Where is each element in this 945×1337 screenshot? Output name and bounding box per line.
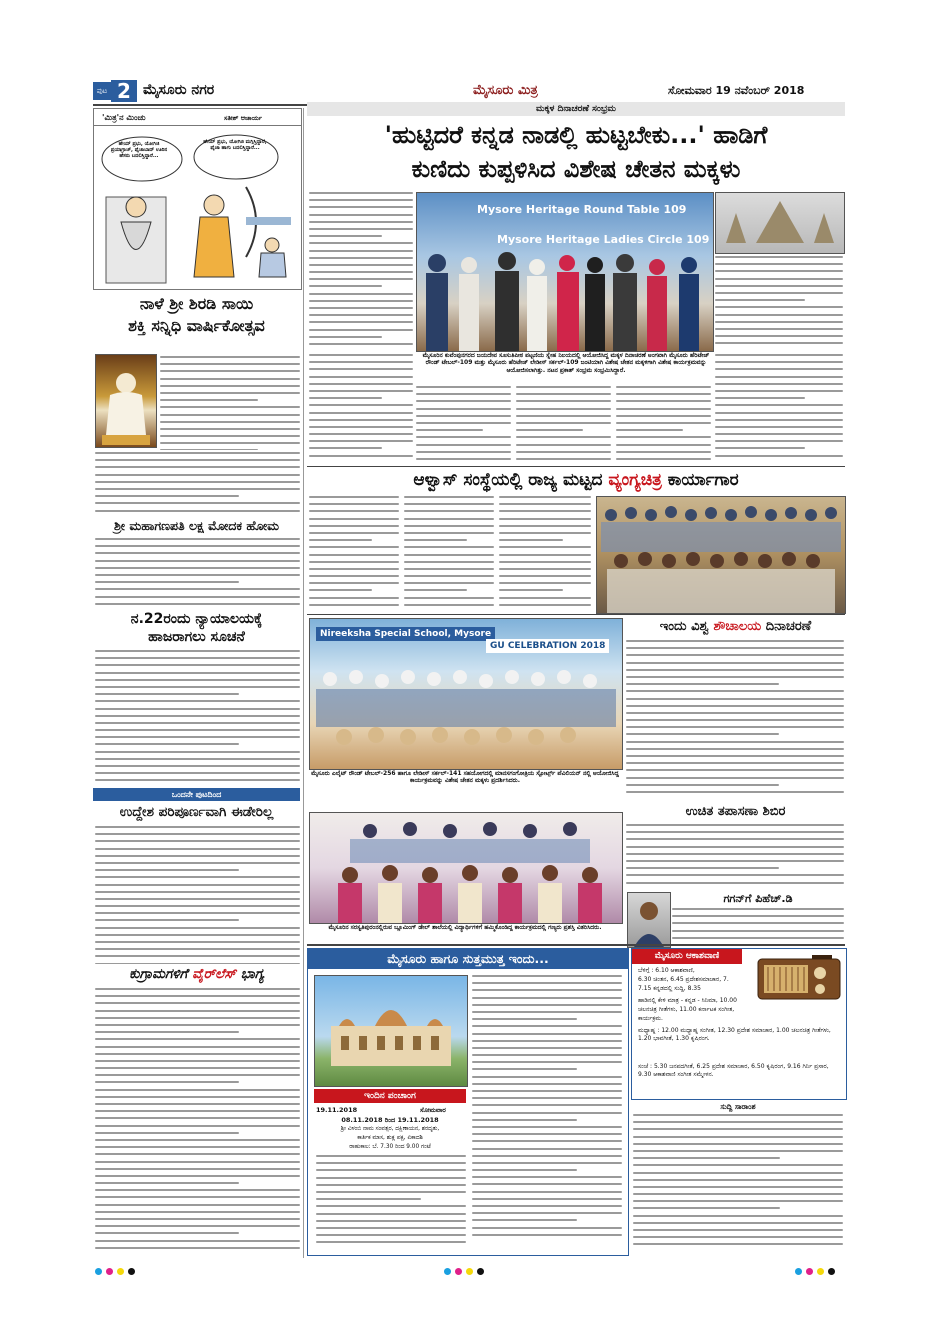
masthead bbox=[93, 80, 845, 102]
toilet-headline-b: ಶೌಚಾಲಯ bbox=[713, 619, 762, 634]
workshop-headline-c: ಕಾರ್ಯಾಗಾರ bbox=[661, 470, 739, 490]
school-banner-1: Nireeksha Special School, Mysore bbox=[316, 627, 495, 641]
people-group-icon bbox=[597, 497, 845, 613]
radio-box bbox=[631, 948, 847, 1100]
school-photo bbox=[309, 618, 623, 770]
awards-caption: ಮೈಸೂರಿನ ಸರಸ್ವತಿಪುರಂನಲ್ಲಿರುವ ಬ್ಲೂಮಿಂಗ್ ಡೇಲ್ ಶಾಲೆಯಲ್ಲಿ ವಿದ್ಯಾರ್ಥಿಗಳಿಗೆ ಹಮ್ಮಿಕೊಂಡಿದ್ದ ಕಾರ್ಯಕ್ರಮದಲ್ಲಿ ಗಣ್ಯರು ಪ್ರಶಸ್ತಿ ವಿತರಿಸಿದರು. bbox=[328, 924, 602, 931]
purpose-text bbox=[95, 826, 300, 964]
cartoon-bubble-1: ಹೇಯ್ ಪ್ರಭು, ಯೋಗಿಜಿ ಪ್ರಯಾಗ್ರಾಜ್, ಫೈಜಾಬಾದ್ ಊರಿನ ಹೆಸರು ಬದಲಿಸ್ತಿದ್ದಾರೆ... bbox=[110, 141, 168, 160]
panchanga-title: ಇಂದಿನ ಪಂಚಾಂಗ bbox=[314, 1089, 466, 1103]
column-bar: ಒಂದನೇ ಪುಟದಿಂದ bbox=[93, 788, 300, 801]
palace-icon bbox=[315, 976, 467, 1086]
phd-text bbox=[672, 908, 844, 948]
lead-text-bottom-3 bbox=[516, 386, 611, 464]
today-left-text bbox=[316, 1155, 466, 1251]
phd-portrait bbox=[627, 892, 671, 948]
cartoon-artist: ಸತೀಶ್ ಆಚಾರ್ಯ bbox=[224, 114, 263, 122]
registration-marks-center bbox=[444, 1268, 484, 1275]
registration-marks-right bbox=[795, 1268, 835, 1275]
workshop-photo bbox=[596, 496, 846, 614]
purpose-headline: ಉದ್ದೇಶ ಪರಿಪೂರ್ಣವಾಗಿ ಈಡೇರಿಲ್ಲ bbox=[119, 804, 274, 820]
village-headline-c: ಭಾಗ್ಯ bbox=[236, 966, 264, 982]
cartoon-box bbox=[93, 108, 302, 290]
lead-photo bbox=[416, 192, 714, 352]
ganapati-text bbox=[95, 538, 300, 606]
toilet-text bbox=[626, 640, 844, 800]
panchanga-line-2: ಕಾರ್ತಿಕ ಮಾಸ, ಶುಕ್ಲ ಪಕ್ಷ, ಏಕಾದಶಿ bbox=[357, 1135, 423, 1141]
school-caption: ಮೈಸೂರು ಎಲೈಟ್ ರೌಂಡ್ ಟೇಬಲ್-256 ಹಾಗೂ ಲೇಡೀಸ್ ಸರ್ಕಲ್-141 ಸಹಯೋಗದಲ್ಲಿ ಮಾನಸಗಂಗೋತ್ರಿಯ ಸ್ಪೋರ್ಟ್ಸ್ ಪೆವಿಲಿಯನ್ ನಲ್ಲಿ ಆಯೋಜಿಸಿದ್ದ ಕಾರ್ಯಕ್ರಮವನ್ನು ವಿಶೇಷ ಚೇತನ ಮಕ್ಕಳು ಪ್ರದರ್ಶಿಸಿದರು. bbox=[311, 770, 619, 785]
village-headline bbox=[93, 966, 300, 983]
side-notes bbox=[631, 1102, 845, 1254]
village-headline-a: ಕುಗ್ರಾಮಗಳಿಗೆ bbox=[129, 966, 193, 982]
workshop-text-3 bbox=[499, 496, 591, 610]
side-notes-title: ಸುದ್ದಿ ಸಾರಾಂಶ bbox=[720, 1102, 756, 1111]
today-title: ಮೈಸೂರು ಹಾಗೂ ಸುತ್ತಮುತ್ತ ಇಂದು... bbox=[308, 949, 628, 969]
kicker: ಮಕ್ಕಳ ದಿನಾಚರಣೆ ಸಂಭ್ರಮ bbox=[307, 102, 845, 116]
people-group-icon bbox=[310, 659, 622, 769]
lead-text-bottom-4 bbox=[616, 386, 711, 464]
radio-afternoon: ಮಧ್ಯಾಹ್ನ : 12.00 ಮಧ್ಯಾಹ್ನ ಸಂಗೀತ, 12.30 ಪ್ರದೇಶ ಸಮಾಚಾರ, 1.00 ಚಲನಚಿತ್ರ ಗೀತೆಗಳು, 1.20 ಭಾವಗೀತೆ, 1.30 ಕೃಷಿರಂಗ. bbox=[638, 1027, 831, 1042]
side-notes-text bbox=[633, 1114, 843, 1254]
page-tag: ಪುಟ bbox=[93, 82, 111, 100]
workshop-text-2 bbox=[404, 496, 494, 610]
radio-line-2: 7.15 ಕನ್ನಡದಲ್ಲಿ ಸುದ್ದಿ, 8.35 bbox=[638, 985, 701, 992]
radio-evening: ಸಂಜೆ : 5.30 ಜನಪದಗೀತೆ, 6.25 ಪ್ರದೇಶ ಸಮಾಚಾರ, 6.50 ಕೃಷಿರಂಗ, 9.16 ಗಿರ್ನಿ ಪ್ರಸಾರ, 9.30 ಆಕಾಶವಾಣಿ ಸಂಗೀತ ಸಮ್ಮೇಳನ. bbox=[638, 1063, 829, 1078]
village-headline-b: ವೈರ್‌ಲೆಸ್ bbox=[192, 966, 237, 982]
person-icon bbox=[628, 893, 670, 947]
radio-line-1: 6.30 ಚಿಂತನ, 6.45 ಪ್ರದೇಶಸಮಾಚಾರ, 7. bbox=[638, 976, 729, 983]
village-text bbox=[95, 988, 300, 1254]
toilet-headline-c: ದಿನಾಚರಣೆ bbox=[761, 619, 812, 634]
section-name: ಮೈಸೂರು ನಗರ bbox=[143, 82, 215, 98]
panchanga-line-1: ಶ್ರೀ ವಿಳಂಬಿ ನಾಮ ಸಂವತ್ಸರ, ದಕ್ಷಿಣಾಯನ, ಶರದೃತು, bbox=[340, 1126, 440, 1132]
sai-text bbox=[160, 356, 300, 450]
cartoon-bubble-2: ಹೇಯ್ ಪ್ರಭು, ಯೋಗಿಜಿ ಮಗ್ಗಿಸ್ತಿದ್ದಾರೆ, ಫೈಜಾ ಹಾಗು ಬದಲಿಸ್ತಿದ್ದಾರೆ... bbox=[203, 139, 267, 152]
radio-line-5: ಕಾರ್ಯಕ್ರಮ. bbox=[638, 1015, 663, 1022]
workshop-headline-b: ವ್ಯಂಗ್ಯಚಿತ್ರ bbox=[608, 470, 662, 490]
court-text bbox=[95, 650, 300, 784]
temple-icon bbox=[716, 193, 844, 253]
radio-line-4: ಚಲನಚಿತ್ರ ಗೀತೆಗಳು, 11.00 ಕರ್ನಾಟಕ ಸಂಗೀತ, bbox=[638, 1006, 735, 1013]
cartoon-title: 'ಮಿತ್ರ'ನ ಮಿಂಚು bbox=[102, 113, 146, 122]
radio-icon bbox=[756, 953, 842, 1001]
phd-headline: ಗಗನ್‌ಗೆ ಪಿಹೆಚ್.ಡಿ bbox=[723, 892, 793, 905]
sai-photo bbox=[95, 354, 157, 448]
court-headline-2: ಹಾಜರಾಗಲು ಸೂಚನೆ bbox=[148, 629, 245, 645]
lead-text-bottom-5 bbox=[715, 354, 843, 464]
paper-name: ಮೈಸೂರು ಮಿತ್ರ bbox=[473, 83, 538, 98]
sai-headline-2: ಶಕ್ತಿ ಸನ್ನಿಧಿ ವಾರ್ಷಿಕೋತ್ಸವ bbox=[128, 316, 265, 335]
workshop-headline bbox=[307, 468, 845, 492]
school-banner-2: GU CELEBRATION 2018 bbox=[486, 639, 609, 653]
workshop-text-1 bbox=[309, 496, 399, 610]
lead-text-left bbox=[309, 192, 413, 350]
radio-title: ಮೈಸೂರು ಆಕಾಶವಾಣಿ bbox=[632, 949, 742, 964]
ganapati-headline: ಶ್ರೀ ಮಹಾಗಣಪತಿ ಲಕ್ಷ ಮೋದಕ ಹೋಮ bbox=[114, 518, 279, 533]
court-headline-1: ನ.22ರಂದು ನ್ಯಾಯಾಲಯಕ್ಕೆ bbox=[130, 611, 263, 627]
lead-text-bottom-1 bbox=[309, 354, 413, 464]
sai-text-2 bbox=[95, 452, 300, 514]
camp-headline: ಉಚಿತ ತಪಾಸಣಾ ಶಿಬಿರ bbox=[685, 804, 786, 819]
panchanga-date: 19.11.2018 bbox=[316, 1106, 358, 1114]
awards-photo bbox=[309, 812, 623, 924]
palace-photo bbox=[314, 975, 468, 1087]
toilet-headline bbox=[626, 618, 845, 635]
registration-marks-left bbox=[95, 1268, 135, 1275]
lead-caption: ಮೈಸೂರಿನ ಕುವೆಂಪುನಗರದ ಜಯದೇವ ಸೂಸುತಿಪೀಠ ಪಟ್ಟಣಿಯ ಸ್ನೇಹ ನಿಲಯದಲ್ಲಿ ಆಯೋಜಿಸಿದ್ದ ಮಕ್ಕಳ ದಿನಾಚರಣೆ ಅಂಗವಾಗಿ ಮೈಸೂರು ಹೆರಿಟೇಜ್ ರೌಂಡ್ ಟೇಬಲ್-109 ಮತ್ತು ಮೈಸೂರು ಹೆರಿಟೇಜ್ ಲೇಡೀಸ್ ಸರ್ಕಲ್-109 ಜಂಟಿಯಾಗಿ ವಿಶೇಷ ಚೇತನ ಮಕ್ಕಳಿಗಾಗಿ ವಿಶೇಷ ಕಾರ್ಯಕ್ರಮವನ್ನು ಆಯೋಜಿಸಲಾಗಿತ್ತು. ನಟನ ಪ್ರಕಾಶ್ ಸಂಭ್ರಮ ಸಂಭ್ರಮಿಸಿದ್ದಾರೆ. bbox=[422, 352, 710, 374]
lead-headline-2: ಕುಣಿದು ಕುಪ್ಪಳಿಸಿದ ವಿಶೇಷ ಚೇತನ ಮಕ್ಕಳು bbox=[411, 155, 741, 183]
panchanga-line-3: ರಾಹುಕಾಲ: ಬೆ. 7.30 ರಿಂದ 9.00 ಗಂಟೆ bbox=[349, 1144, 431, 1150]
workshop-headline-a: ಆಳ್ವಾಸ್ ಸಂಸ್ಥೆಯಲ್ಲಿ ರಾಜ್ಯ ಮಟ್ಟದ bbox=[413, 470, 609, 490]
lead-photo-banner-1: Mysore Heritage Round Table 109 bbox=[477, 203, 687, 216]
lead-headline-1: 'ಹುಟ್ಟಿದರೆ ಕನ್ನಡ ನಾಡಲ್ಲಿ ಹುಟ್ಟಬೇಕು...' ಹಾಡಿಗೆ bbox=[384, 121, 768, 149]
issue-date: ಸೋಮವಾರ 19 ನವೆಂಬರ್ 2018 bbox=[668, 84, 805, 97]
radio-line-3: ಹಾಡಿನಲ್ಲಿ ಕೇಳಿ ಮಾತ್ರ - ಕನ್ನಡ - ಸಿನಿಮಾ, 10.00 bbox=[638, 997, 737, 1004]
panchanga-range: 08.11.2018 ರಿಂದ 19.11.2018 bbox=[341, 1116, 439, 1124]
lead-text-bottom-2 bbox=[416, 386, 511, 464]
page-number: 2 bbox=[111, 80, 137, 102]
today-right-text bbox=[472, 975, 622, 1251]
toilet-headline-a: ಇಂದು ವಿಶ್ವ bbox=[659, 619, 714, 634]
people-group-icon bbox=[310, 813, 622, 923]
people-group-icon bbox=[417, 243, 713, 351]
camp-text bbox=[626, 824, 844, 888]
today-box bbox=[307, 948, 629, 1256]
lead-text-right bbox=[715, 256, 843, 348]
palace-side-photo bbox=[715, 192, 845, 254]
sai-headline-1: ನಾಳೆ ಶ್ರೀ ಶಿರಡಿ ಸಾಯಿ bbox=[139, 294, 254, 313]
radio-line-0: ಬೆಳಿಗ್ಗೆ : 6.10 ಆಕಾಶವಾಣಿ, bbox=[638, 967, 695, 974]
idol-icon bbox=[96, 355, 156, 447]
panchanga-day: ಸೋಮವಾರ bbox=[420, 1106, 446, 1114]
lead-photo-banner-2: Mysore Heritage Ladies Circle 109 bbox=[497, 233, 710, 246]
